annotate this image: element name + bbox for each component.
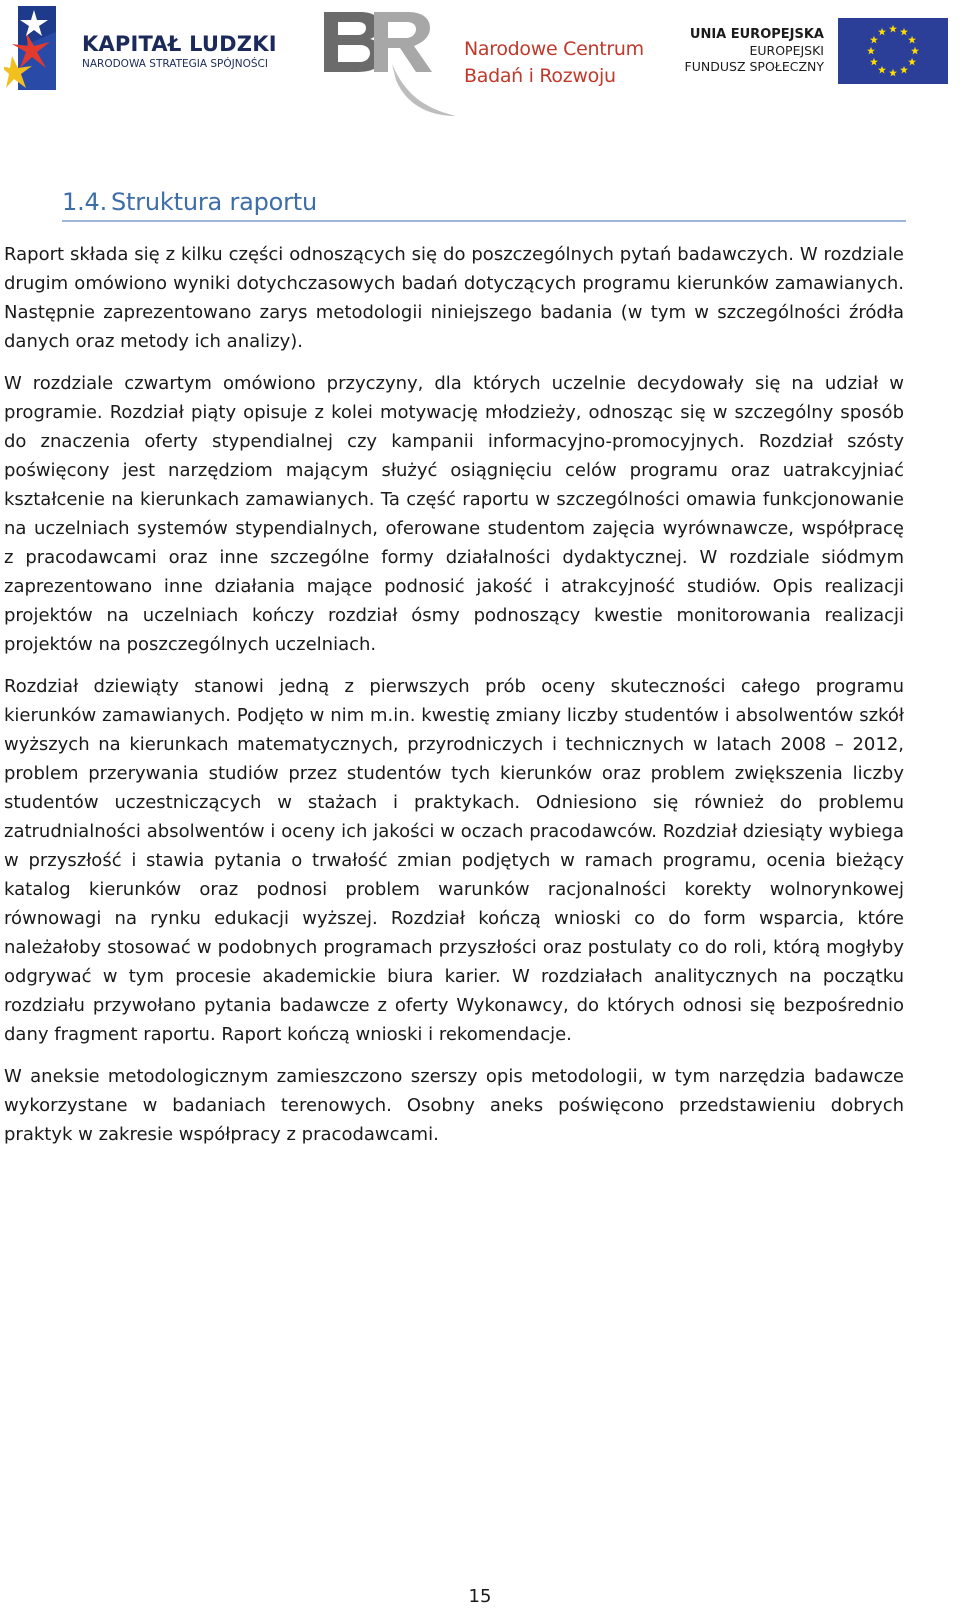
ncbr-text [464, 36, 644, 90]
kapital-ludzki-title: KAPITAŁ LUDZKI [82, 32, 277, 56]
kapital-ludzki-text [82, 32, 277, 70]
logo-kapital-ludzki [4, 2, 294, 94]
eu-line-2: EUROPEJSKI [749, 43, 824, 58]
ncbr-line-1: Narodowe Centrum [464, 38, 644, 60]
kapital-ludzki-subtitle: NARODOWA STRATEGIA SPÓJNOŚCI [82, 58, 268, 70]
logo-eu [666, 16, 956, 86]
paragraph: Rozdział dziewiąty stanowi jedną z pierwszych prób oceny skuteczności całego programu kierunków zamawianych. Podjęto w nim m.in. kwestię zmiany liczby studentów i absolwentów szkół wyższych na kierunkach matematycznych, przyrodniczych i technicznych w latach 2008 – 2012, problem przerywania studiów przez studentów tych kierunków oraz problem zwiększenia liczby studentów uczestniczących w stażach i praktykach. Odniesiono się również do problemu zatrudnialności absolwentów i oceny ich jakości w oczach pracodawców. Rozdział dziesiąty wybiega w przyszłość i stawia pytania o trwałość zmian podjętych w ramach programu, ocenia bieżący katalog kierunków oraz podnosi problem warunków racjonalności korekty wolnorynkowej równowagi na rynku edukacji wyższej. Rozdział kończą wnioski co do form wsparcia, które należałoby stosować w podobnych programach przyszłości oraz postulaty co do roli, którą mogłyby odgrywać w tym procesie akademickie biura karier. W rozdziałach analitycznych na początku rozdziału przywołano pytania badawcze z oferty Wykonawcy, do których odnosi się bezpośrednio dany fragment raportu. Raport kończą wnioski i rekomendacje. [4, 676, 904, 1045]
header-logos [0, 0, 960, 125]
section-number: 1.4. [62, 188, 107, 216]
ncbr-br-monogram-icon [318, 8, 458, 120]
eu-line-3: FUNDUSZ SPOŁECZNY [684, 59, 824, 74]
eu-line-1: UNIA EUROPEJSKA [689, 27, 824, 42]
paragraph: Raport składa się z kilku części odnoszących się do poszczególnych pytań badawczych. W rozdziale drugim omówiono wyniki dotychczasowych badań dotyczących programu kierunków zamawianych. Następnie zaprezentowano zarys metodologii niniejszego badania (w tym w szczególności źródła danych oraz metody ich analizy). [4, 244, 904, 352]
eu-flag-icon [838, 18, 948, 84]
paragraph: W rozdziale czwartym omówiono przyczyny, dla których uczelnie decydowały się na udział w programie. Rozdział piąty opisuje z kolei motywację młodzieży, odnosząc się w szczególny sposób do znaczenia oferty stypendialnej czy kampanii informacyjno-promocyjnych. Rozdział szósty poświęcony jest narzędziom mającym służyć osiągnięciu celów programu oraz uatrakcyjniać kształcenie na kierunkach zamawianych. Ta część raportu w szczególności omawia funkcjonowanie na uczelniach systemów stypendialnych, oferowane studentom zajęcia wyrównawcze, współpracę z pracodawcami oraz inne szczególne formy działalności dydaktycznej. W rozdziale siódmym zaprezentowano inne działania mające podnosić jakość i atrakcyjność studiów. Opis realizacji projektów na uczelniach kończy rozdział ósmy podnoszący kwestie monitorowania realizacji projektów na poszczególnych uczelniach. [4, 373, 904, 655]
page-number: 15 [468, 1586, 492, 1607]
logo-ncbr [318, 8, 644, 120]
kapital-ludzki-emblem-icon [4, 2, 74, 94]
eu-text [666, 26, 824, 75]
section-title [62, 188, 906, 216]
section-heading [62, 188, 906, 222]
report-body [4, 240, 904, 1162]
paragraph: W aneksie metodologicznym zamieszczono szerszy opis metodologii, w tym narzędzia badawcze wykorzystane w badaniach terenowych. Osobny aneks poświęcono przedstawieniu dobrych praktyk w zakresie współpracy z pracodawcami. [4, 1066, 904, 1145]
ncbr-line-2: Badań i Rozwoju [464, 65, 616, 87]
section-title-text: Struktura raportu [111, 188, 318, 216]
